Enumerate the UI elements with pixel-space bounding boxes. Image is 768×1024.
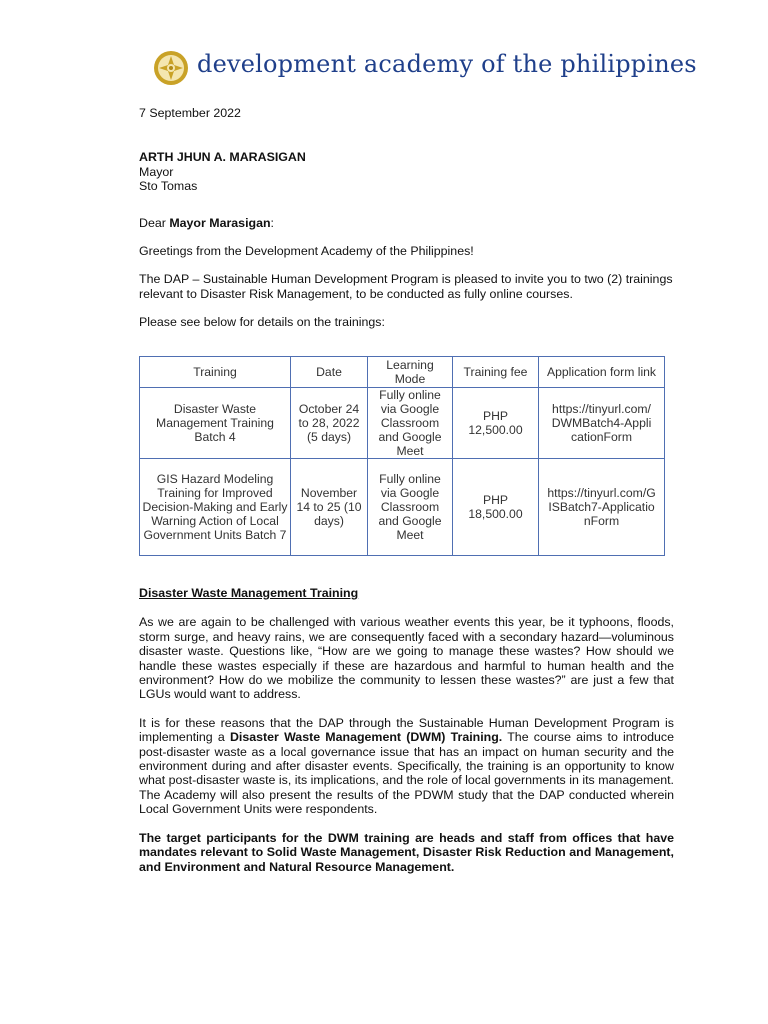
salutation-name: Mayor Marasigan — [169, 215, 271, 230]
header-training: Training — [140, 357, 291, 388]
section-paragraph-2: It is for these reasons that the DAP through the Sustainable Human Development Program is implementing a Disaster Waste Management (DWM) Training. The course aims to introduce post-disaster waste as a local governance issue that has an impact on human security and the environment during and after disaster events. Specifically, the training is an opportunity to know what post-disaster waste is, its implications, and the role of local governments in its management. The Academy will also present the results of the PDWM study that the DAP conducted wherein Local Government Units were respondents. — [139, 715, 675, 817]
section-title: Disaster Waste Management Training — [139, 586, 359, 600]
recipient-location: Sto Tomas — [139, 179, 198, 194]
cell-learning-mode: Fully online via Google Classroom and Google Meet — [368, 459, 453, 556]
cell-date: October 24 to 28, 2022 (5 days) — [291, 388, 368, 459]
salutation — [139, 216, 674, 230]
cell-application-link[interactable]: https://tinyurl.com/DWMBatch4-ApplicationForm — [539, 388, 665, 459]
header-training-fee: Training fee — [453, 357, 539, 388]
cell-application-link[interactable]: https://tinyurl.com/GISBatch7-ApplicationForm — [539, 459, 665, 556]
dwm-section — [139, 586, 674, 874]
salutation-suffix: : — [270, 215, 274, 230]
header-learning-mode: Learning Mode — [368, 357, 453, 388]
salutation-prefix: Dear — [139, 215, 170, 230]
greeting: Greetings from the Development Academy of the Philippines! — [139, 244, 474, 259]
header-application-link: Application form link — [539, 357, 665, 388]
details-lead: Please see below for details on the trainings: — [139, 315, 385, 330]
recipient-title: Mayor — [139, 164, 174, 179]
cell-training: Disaster Waste Management Training Batch 4 — [140, 388, 291, 459]
section-paragraph-3: The target participants for the DWM training are heads and staff from offices that have mandates relevant to Solid Waste Management, Disaster Risk Reduction and Management, and Environment and Natural Resource Management. — [139, 830, 674, 874]
recipient-name: ARTH JHUN A. MARASIGAN — [139, 150, 306, 165]
cell-learning-mode: Fully online via Google Classroom and Google Meet — [368, 388, 453, 459]
letterhead-organization-name: development academy of the philippines — [197, 50, 697, 78]
table-row — [140, 388, 665, 459]
trainings-table — [139, 356, 665, 556]
letter-date: 7 September 2022 — [139, 106, 241, 120]
letter-body — [139, 106, 674, 330]
cell-fee: PHP 12,500.00 — [453, 388, 539, 459]
cell-training: GIS Hazard Modeling Training for Improved Decision-Making and Early Warning Action of Local Government Units Batch 7 — [140, 459, 291, 556]
cell-fee: PHP 18,500.00 — [453, 459, 539, 556]
table-row — [140, 459, 665, 556]
section-paragraph-1: As we are again to be challenged with various weather events this year, be it typhoons, floods, storm surge, and heavy rains, we are consequently faced with a secondary hazard—voluminous disaster waste. Questions like, “How are we going to manage these wastes? How should we handle these wastes especially if these are hazardous and harmful to human health and the environment? How do we mobilize the community to lessen these wastes?” are just a few that LGUs would want to address. — [139, 615, 674, 702]
table-header-row — [140, 357, 665, 388]
header-date: Date — [291, 357, 368, 388]
intro-paragraph: The DAP – Sustainable Human Development Program is pleased to invite you to two (2) trainings relevant to Disaster Risk Management, to be conducted as fully online courses. — [139, 272, 673, 301]
cell-date: November 14 to 25 (10 days) — [291, 459, 368, 556]
dap-logo-icon — [153, 50, 189, 86]
